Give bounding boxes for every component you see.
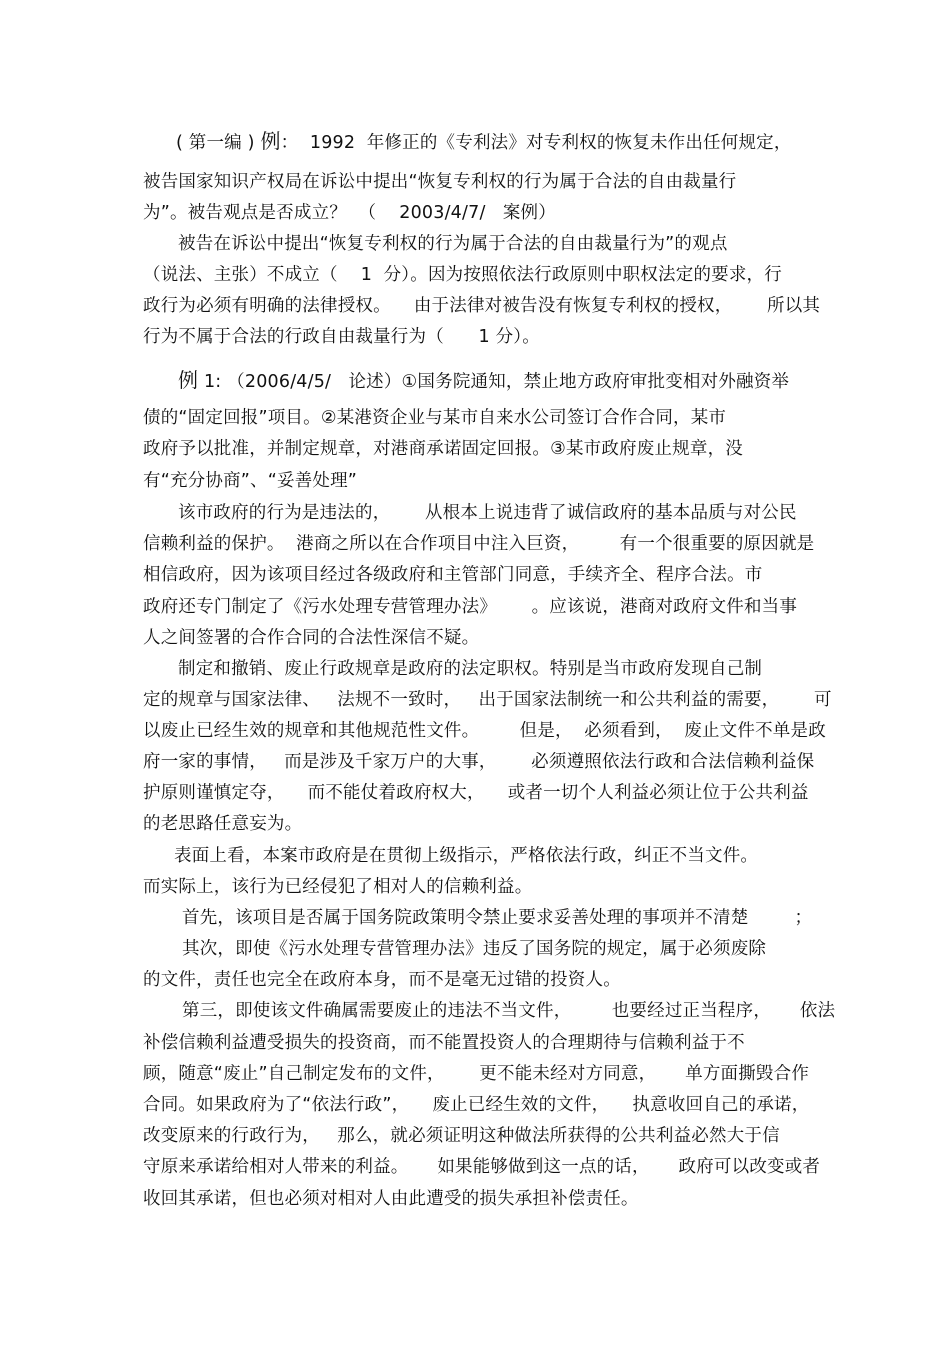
section-prefix: ( 第一编 ) [176, 133, 261, 153]
text-line: 定的规章与国家法律、 法规不一致时， 出于国家法制统一和公共利益的需要， 可 [143, 690, 832, 710]
text-line: 顾，随意“废止”自己制定发布的文件， 更不能未经对方同意， 单方面撕毁合作 [143, 1064, 810, 1084]
example-label: 例 [178, 368, 199, 392]
text-line: 为”。被告观点是否成立？ （ 2003/4/7/ 案例） [143, 203, 556, 223]
text-line: 的文件，责任也完全在政府本身，而不是毫无过错的投资人。 [143, 970, 621, 990]
text-line: 政府还专门制定了《污水处理专营管理办法》 。应该说，港商对政府文件和当事 [143, 597, 798, 617]
text-line: 政行为必须有明确的法律授权。 由于法律对被告没有恢复专利权的授权， 所以其 [143, 296, 821, 316]
text-line: 补偿信赖利益遭受损失的投资商，而不能置投资人的合理期待与信赖利益于不 [143, 1033, 745, 1053]
text-line: 被告国家知识产权局在诉讼中提出“恢复专利权的行为属于合法的自由裁量行 [143, 172, 737, 192]
heading-text: 1: （2006/4/5/ 论述）①国务院通知，禁止地方政府审批变相对外融资举 [198, 372, 790, 392]
text-line: 合同。如果政府为了“依法行政”， 废止已经生效的文件， 执意收回自己的承诺， [143, 1095, 810, 1115]
text-line: 制定和撤销、废止行政规章是政府的法定职权。特别是当市政府发现自己制 [178, 659, 763, 679]
section-heading-line [178, 369, 789, 393]
text-line: 第三，即使该文件确属需要废止的违法不当文件， 也要经过正当程序， 依法 [182, 1001, 836, 1021]
text-line: 其次，即使《污水处理专营管理办法》违反了国务院的规定，属于必须废除 [182, 939, 767, 959]
text-line: 相信政府，因为该项目经过各级政府和主管部门同意，手续齐全、程序合法。市 [143, 565, 763, 585]
example-label: 例 [260, 129, 281, 153]
text-line: （说法、主张）不成立（ 1 分）。因为按照依法行政原则中职权法定的要求，行 [143, 265, 782, 285]
text-line: 该市政府的行为是违法的， 从根本上说违背了诚信政府的基本品质与对公民 [178, 503, 797, 523]
text-line: 人之间签署的合作合同的合法性深信不疑。 [143, 628, 480, 648]
text-line: 以废止已经生效的规章和其他规范性文件。 但是， 必须看到， 废止文件不单是政 [143, 721, 826, 741]
text-line: 被告在诉讼中提出“恢复专利权的行为属于合法的自由裁量行为”的观点 [178, 234, 728, 254]
section-heading-line [176, 130, 792, 154]
text-line: 行为不属于合法的行政自由裁量行为（ 1 分）。 [143, 327, 540, 347]
text-line: 改变原来的行政行为， 那么，就必须证明这种做法所获得的公共利益必然大于信 [143, 1126, 780, 1146]
text-line: 信赖利益的保护。 港商之所以在合作项目中注入巨资， 有一个很重要的原因就是 [143, 534, 815, 554]
text-line: 护原则谨慎定夺， 而不能仗着政府权大， 或者一切个人利益必须让位于公共利益 [143, 783, 809, 803]
text-line: 而实际上，该行为已经侵犯了相对人的信赖利益。 [143, 877, 533, 897]
text-line: 的老思路任意妄为。 [143, 814, 303, 834]
text-line: 债的“固定回报”项目。②某港资企业与某市自来水公司签订合作合同，某市 [143, 408, 727, 428]
text-line: 首先，该项目是否属于国务院政策明令禁止要求妥善处理的事项并不清楚 ； [182, 908, 813, 928]
heading-text: ： 1992 年修正的《专利法》对专利权的恢复未作出任何规定， [280, 133, 792, 153]
text-line: 府一家的事情， 而是涉及千家万户的大事， 必须遵照依法行政和合法信赖利益保 [143, 752, 815, 772]
text-line: 守原来承诺给相对人带来的利益。 如果能够做到这一点的话， 政府可以改变或者 [143, 1157, 821, 1177]
text-line: 收回其承诺，但也必须对相对人由此遭受的损失承担补偿责任。 [143, 1189, 639, 1209]
text-line: 表面上看，本案市政府是在贯彻上级指示，严格依法行政，纠正不当文件。 [174, 846, 759, 866]
text-line: 政府予以批准，并制定规章，对港商承诺固定回报。③某市政府废止规章，没 [143, 439, 743, 459]
text-line: 有“充分协商”、“妥善处理” [143, 471, 358, 491]
